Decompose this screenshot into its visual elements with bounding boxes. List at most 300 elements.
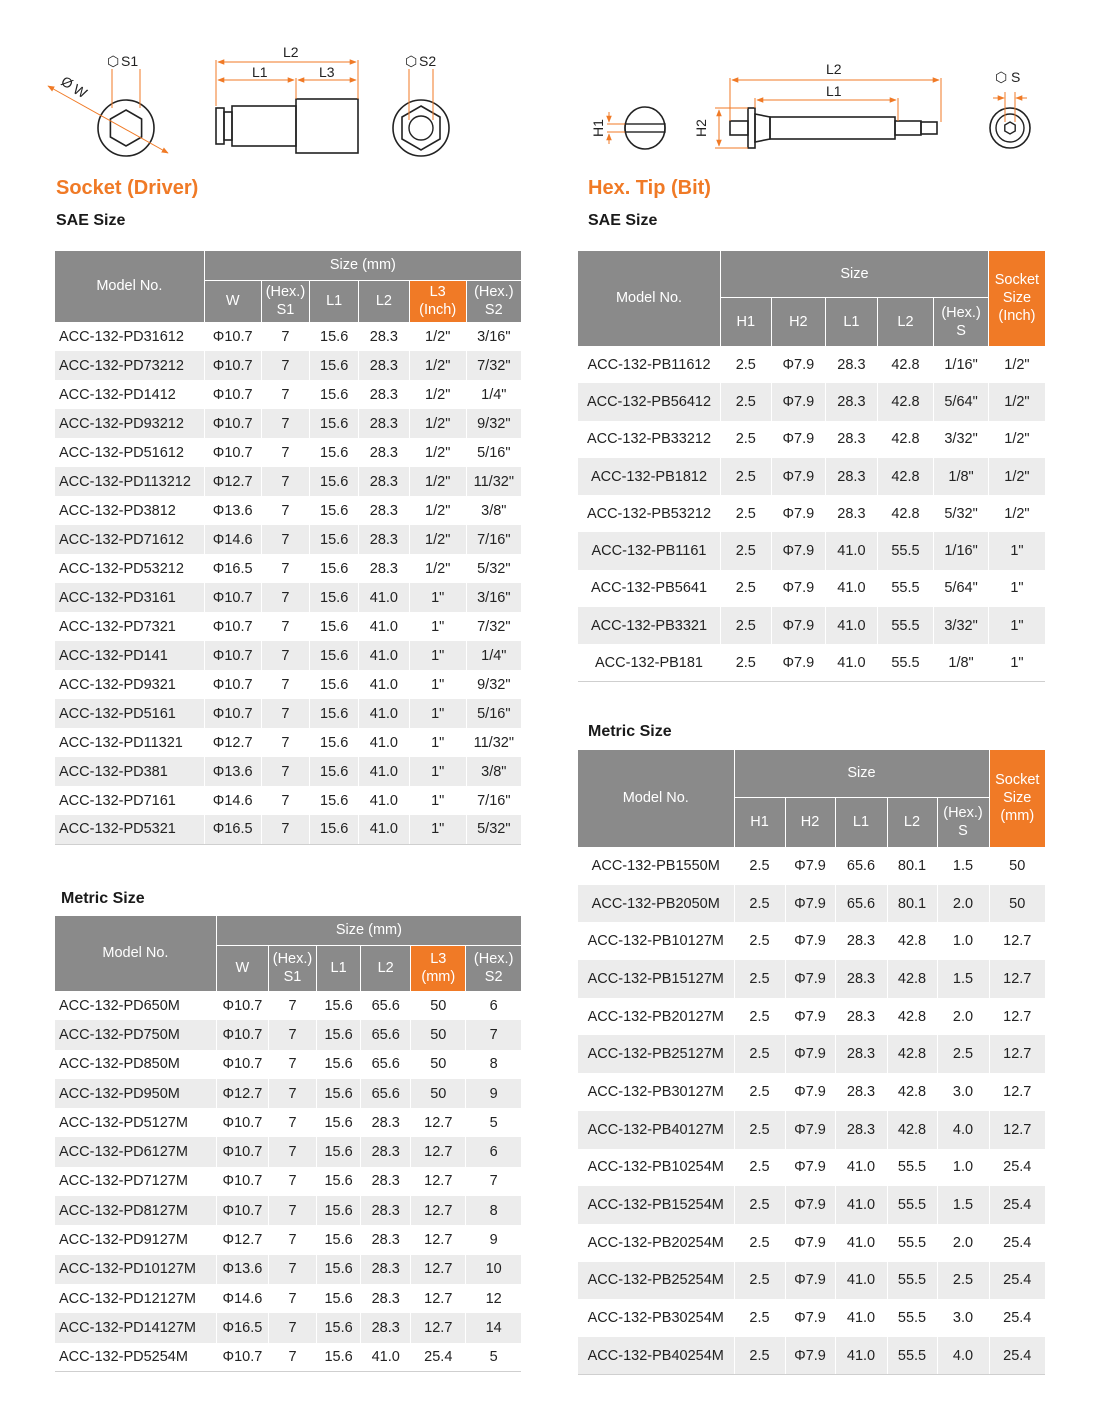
table-cell: Φ7.9 [785,1149,835,1187]
model-no-cell: ACC-132-PD950M [55,1079,216,1108]
table-cell: 1" [409,786,466,815]
model-no-cell: ACC-132-PB25254M [578,1262,734,1300]
table-cell: Φ7.9 [771,346,826,383]
size-header: Size [734,750,989,797]
dim-l1-label: L1 [826,83,842,99]
model-no-cell: ACC-132-PD14127M [55,1313,216,1342]
table-cell: 2.5 [734,885,785,923]
table-cell: 7 [261,467,310,496]
model-no-header: Model No. [578,750,734,847]
table-cell: 7 [268,1079,316,1108]
table-cell: 7 [261,728,310,757]
column-header: (Hex.) S [937,797,989,847]
table-cell: 7 [268,1343,316,1372]
model-no-header: Model No. [55,916,216,991]
table-cell: 55.5 [887,1262,937,1300]
socket-size-header: Socket Size (mm) [989,750,1045,847]
table-cell: 3/32" [934,421,989,458]
dim-l2-label: L2 [826,61,842,77]
table-row [578,1337,1045,1375]
model-no-cell: ACC-132-PB53212 [578,495,721,532]
table-cell: 65.6 [361,1020,411,1049]
table-cell: Φ7.9 [771,458,826,495]
model-no-cell: ACC-132-PD650M [55,991,216,1020]
table-cell: Φ13.6 [216,1255,268,1284]
table-cell: 1" [409,815,466,844]
model-no-cell: ACC-132-PD850M [55,1050,216,1079]
bit-front-view-icon [607,107,665,149]
table-cell: 1/8" [934,458,989,495]
table-cell: Φ13.6 [204,757,261,786]
model-no-cell: ACC-132-PB20254M [578,1224,734,1262]
table-cell: 3.0 [937,1299,989,1337]
model-no-cell: ACC-132-PB181 [578,644,721,681]
table-row [55,438,521,467]
table-cell: Φ10.7 [216,1343,268,1372]
table-cell: Φ12.7 [204,467,261,496]
table-cell: 3/32" [934,607,989,644]
table-cell: Φ10.7 [204,699,261,728]
bit-metric-table [578,750,1045,1375]
table-cell: 28.3 [826,495,878,532]
table-cell: Φ10.7 [216,1167,268,1196]
table-cell: Φ7.9 [785,1224,835,1262]
table-cell: Φ12.7 [216,1079,268,1108]
table-cell: Φ14.6 [216,1284,268,1313]
table-cell: 11/32" [466,728,521,757]
table-cell: 65.6 [361,1050,411,1079]
table-cell: 6 [466,1137,521,1166]
table-cell: 28.3 [361,1284,411,1313]
table-cell: 7 [268,1167,316,1196]
table-cell: Φ7.9 [785,922,835,960]
table-row [55,1108,521,1137]
table-cell: 7 [268,1137,316,1166]
table-cell: 1/4" [466,380,521,409]
column-header: H1 [734,797,785,847]
model-no-cell: ACC-132-PD93212 [55,409,204,438]
socket-size-header: Socket Size (Inch) [988,251,1045,346]
dim-s2-label: S2 [419,53,437,69]
table-row [55,1196,521,1225]
table-cell: 28.3 [359,525,410,554]
table-cell: 7 [268,1225,316,1254]
column-header: L2 [877,297,934,346]
size-header: Size (mm) [204,251,521,280]
model-no-cell: ACC-132-PB2050M [578,885,734,923]
table-cell: 1/2" [409,322,466,351]
dim-w-label: W [70,80,90,102]
model-no-cell: ACC-132-PD12127M [55,1284,216,1313]
dim-h1-label: H1 [590,119,606,137]
dim-h2-label: H2 [693,119,709,137]
column-header: (Hex.) S1 [268,945,316,991]
table-row [578,495,1045,532]
table-cell: Φ10.7 [216,1196,268,1225]
table-cell: 15.6 [310,583,359,612]
column-header: H2 [771,297,826,346]
table-cell: Φ7.9 [785,1299,835,1337]
table-cell: 1/2" [409,409,466,438]
table-cell: 15.6 [310,351,359,380]
table-cell: 15.6 [310,496,359,525]
table-cell: 7 [268,1255,316,1284]
model-no-cell: ACC-132-PB33212 [578,421,721,458]
table-cell: 3/16" [466,583,521,612]
table-row [55,1167,521,1196]
table-cell: 2.5 [734,847,785,885]
model-no-cell: ACC-132-PB15127M [578,960,734,998]
table-cell: 14 [466,1313,521,1342]
table-row [55,496,521,525]
table-cell: 15.6 [310,525,359,554]
model-no-cell: ACC-132-PD71612 [55,525,204,554]
table-cell: 12.7 [989,1073,1045,1111]
table-cell: 80.1 [887,847,937,885]
table-cell: 1.0 [937,1149,989,1187]
table-cell: 28.3 [835,1073,887,1111]
table-cell: 1" [409,728,466,757]
table-row [55,554,521,583]
table-cell: 5/32" [466,815,521,844]
table-cell: 7 [261,351,310,380]
table-cell: 41.0 [359,786,410,815]
table-cell: 55.5 [877,607,934,644]
table-cell: 28.3 [359,409,410,438]
table-cell: 1" [409,641,466,670]
table-cell: 2.5 [721,532,772,569]
table-cell: 8 [466,1196,521,1225]
table-row [578,1149,1045,1187]
table-cell: Φ13.6 [204,496,261,525]
dim-s-label: S [1011,69,1021,85]
table-cell: 28.3 [359,380,410,409]
table-cell: 42.8 [877,346,934,383]
table-cell: 12.7 [989,960,1045,998]
table-cell: 2.5 [721,570,772,607]
table-cell: Φ10.7 [204,670,261,699]
table-row [55,991,521,1020]
table-cell: 9 [466,1079,521,1108]
table-cell: 2.0 [937,1224,989,1262]
table-cell: 2.5 [734,1337,785,1375]
table-cell: 1/2" [409,554,466,583]
table-cell: 5 [466,1108,521,1137]
table-cell: 5/16" [466,438,521,467]
table-cell: 28.3 [835,998,887,1036]
table-cell: 28.3 [359,351,410,380]
bit-diagram [575,0,1095,170]
table-cell: 12.7 [989,1111,1045,1149]
column-header: L1 [835,797,887,847]
table-cell: Φ10.7 [216,1108,268,1137]
table-cell: 7 [268,1313,316,1342]
table-row [55,1079,521,1108]
model-no-cell: ACC-132-PD3812 [55,496,204,525]
table-row [55,641,521,670]
table-cell: 7/16" [466,786,521,815]
table-row [55,757,521,786]
table-cell: 1" [988,607,1045,644]
table-cell: Φ7.9 [785,1262,835,1300]
table-cell: 50 [411,1079,466,1108]
model-no-cell: ACC-132-PB30254M [578,1299,734,1337]
table-cell: 7 [466,1167,521,1196]
dim-l2-label: L2 [283,44,299,60]
table-cell: 12.7 [411,1225,466,1254]
table-row [578,1262,1045,1300]
column-header: W [216,945,268,991]
table-cell: 42.8 [877,383,934,420]
table-cell: Φ10.7 [204,641,261,670]
table-cell: Φ10.7 [204,612,261,641]
table-cell: 28.3 [835,922,887,960]
table-row [55,1020,521,1049]
table-cell: 15.6 [310,641,359,670]
table-cell: 12.7 [989,922,1045,960]
dim-s1-label: S1 [121,53,139,69]
table-cell: 12.7 [411,1313,466,1342]
table-cell: 7 [261,757,310,786]
table-cell: 2.5 [721,495,772,532]
model-no-cell: ACC-132-PD5321 [55,815,204,844]
table-cell: 2.5 [734,1299,785,1337]
table-cell: 1/2" [988,458,1045,495]
size-header: Size [721,251,989,297]
model-no-cell: ACC-132-PD9127M [55,1225,216,1254]
model-no-cell: ACC-132-PB5641 [578,570,721,607]
dim-w-symbol: Ø [58,72,76,93]
table-cell: 41.0 [826,607,878,644]
table-cell: 1" [409,612,466,641]
table-cell: 42.8 [887,1111,937,1149]
table-row [578,885,1045,923]
table-cell: 65.6 [361,1079,411,1108]
dim-s1-hex-icon: ⬡ [107,53,120,69]
table-cell: 12.7 [411,1167,466,1196]
table-cell: 12.7 [411,1255,466,1284]
table-row [55,351,521,380]
socket-metric-table [55,916,521,1372]
table-cell: 41.0 [359,583,410,612]
table-cell: 80.1 [887,885,937,923]
table-cell: 28.3 [826,421,878,458]
table-cell: 28.3 [359,322,410,351]
table-cell: Φ7.9 [771,570,826,607]
table-cell: Φ7.9 [771,644,826,681]
table-cell: 28.3 [359,467,410,496]
table-cell: 50 [411,991,466,1020]
table-row [578,1299,1045,1337]
bit-sae-table [578,251,1045,682]
model-no-cell: ACC-132-PD9321 [55,670,204,699]
table-row [55,1343,521,1372]
column-header: L1 [826,297,878,346]
table-row [578,458,1045,495]
table-row [55,786,521,815]
table-cell: 1/2" [409,496,466,525]
table-cell: Φ10.7 [204,409,261,438]
table-cell: Φ7.9 [785,885,835,923]
table-cell: 15.6 [310,670,359,699]
table-cell: 41.0 [359,641,410,670]
table-cell: 41.0 [835,1262,887,1300]
model-no-cell: ACC-132-PB56412 [578,383,721,420]
model-no-cell: ACC-132-PB11612 [578,346,721,383]
table-cell: 41.0 [359,728,410,757]
size-header: Size (mm) [216,916,521,945]
table-cell: 5 [466,1343,521,1372]
table-cell: 7/32" [466,351,521,380]
table-row [578,1073,1045,1111]
table-cell: 7 [261,670,310,699]
table-cell: 6 [466,991,521,1020]
table-cell: 15.6 [317,1167,361,1196]
table-cell: 28.3 [826,458,878,495]
table-cell: 1" [988,644,1045,681]
table-cell: 7 [268,1284,316,1313]
table-cell: 7 [466,1020,521,1049]
table-row [55,612,521,641]
model-no-cell: ACC-132-PB1550M [578,847,734,885]
table-cell: 2.5 [721,458,772,495]
column-header: W [204,280,261,322]
table-cell: 41.0 [835,1337,887,1375]
table-cell: Φ7.9 [785,1035,835,1073]
table-row [55,322,521,351]
table-cell: 12.7 [411,1137,466,1166]
table-cell: 28.3 [835,1035,887,1073]
table-cell: 42.8 [887,1035,937,1073]
table-cell: 15.6 [317,1284,361,1313]
table-cell: 2.5 [734,1035,785,1073]
model-no-cell: ACC-132-PB30127M [578,1073,734,1111]
model-no-header: Model No. [55,251,204,322]
table-cell: 28.3 [361,1225,411,1254]
table-cell: Φ14.6 [204,525,261,554]
column-header: H2 [785,797,835,847]
table-cell: 15.6 [317,991,361,1020]
table-cell: Φ12.7 [204,728,261,757]
table-cell: 41.0 [359,670,410,699]
table-cell: 65.6 [361,991,411,1020]
model-no-cell: ACC-132-PD5161 [55,699,204,728]
table-cell: 41.0 [359,612,410,641]
column-header: (Hex.) S2 [466,945,521,991]
table-cell: 2.5 [734,998,785,1036]
table-cell: 42.8 [887,1073,937,1111]
table-row [55,583,521,612]
table-cell: 15.6 [310,438,359,467]
model-no-cell: ACC-132-PB1161 [578,532,721,569]
table-cell: 12 [466,1284,521,1313]
table-cell: Φ7.9 [785,1337,835,1375]
table-cell: 15.6 [310,786,359,815]
table-cell: 1.5 [937,847,989,885]
table-cell: 12.7 [411,1284,466,1313]
table-cell: 1/2" [988,421,1045,458]
table-cell: 55.5 [877,644,934,681]
table-row [578,922,1045,960]
table-cell: 7 [261,699,310,728]
table-cell: 41.0 [835,1224,887,1262]
table-cell: Φ16.5 [204,554,261,583]
table-cell: Φ7.9 [785,1073,835,1111]
table-cell: 28.3 [835,960,887,998]
table-cell: 50 [411,1050,466,1079]
table-cell: 15.6 [317,1225,361,1254]
table-cell: 7 [261,525,310,554]
table-cell: 1" [409,699,466,728]
table-cell: Φ7.9 [785,847,835,885]
table-cell: 7 [261,409,310,438]
table-cell: 2.0 [937,885,989,923]
table-row [578,644,1045,681]
model-no-cell: ACC-132-PD750M [55,1020,216,1049]
table-cell: 15.6 [317,1020,361,1049]
table-cell: 1/16" [934,532,989,569]
model-no-cell: ACC-132-PD53212 [55,554,204,583]
table-cell: Φ10.7 [216,1137,268,1166]
table-cell: 2.5 [937,1035,989,1073]
table-row [578,1111,1045,1149]
table-row [55,380,521,409]
table-cell: 55.5 [887,1224,937,1262]
table-cell: Φ10.7 [216,1050,268,1079]
table-cell: 2.5 [721,644,772,681]
table-cell: 12.7 [989,1035,1045,1073]
table-cell: 5/16" [466,699,521,728]
table-cell: 1/8" [934,644,989,681]
table-cell: 15.6 [317,1343,361,1372]
table-cell: 15.6 [310,322,359,351]
table-row [55,467,521,496]
table-cell: 12.7 [989,998,1045,1036]
table-cell: 25.4 [411,1343,466,1372]
table-row [578,607,1045,644]
table-cell: 55.5 [877,532,934,569]
table-cell: 5/32" [466,554,521,583]
table-cell: 3/16" [466,322,521,351]
table-row [578,383,1045,420]
model-no-cell: ACC-132-PB40127M [578,1111,734,1149]
table-row [578,421,1045,458]
socket-back-view-icon [393,69,449,156]
table-cell: 28.3 [359,496,410,525]
model-no-cell: ACC-132-PB3321 [578,607,721,644]
table-cell: 41.0 [359,815,410,844]
model-no-cell: ACC-132-PD7321 [55,612,204,641]
table-row [55,728,521,757]
table-cell: 7 [268,1108,316,1137]
model-no-cell: ACC-132-PB15254M [578,1186,734,1224]
table-row [578,1224,1045,1262]
table-cell: 41.0 [835,1299,887,1337]
table-row [55,1225,521,1254]
table-cell: 28.3 [361,1255,411,1284]
table-cell: 7/32" [466,612,521,641]
table-row [55,699,521,728]
table-cell: 7 [268,991,316,1020]
table-cell: 28.3 [361,1313,411,1342]
table-cell: 42.8 [887,998,937,1036]
socket-section-title: Socket (Driver) [56,177,199,199]
socket-metric-subtitle: Metric Size [61,890,145,907]
table-cell: 15.6 [310,467,359,496]
table-cell: 7 [261,612,310,641]
table-cell: 1" [409,757,466,786]
table-cell: Φ7.9 [785,998,835,1036]
